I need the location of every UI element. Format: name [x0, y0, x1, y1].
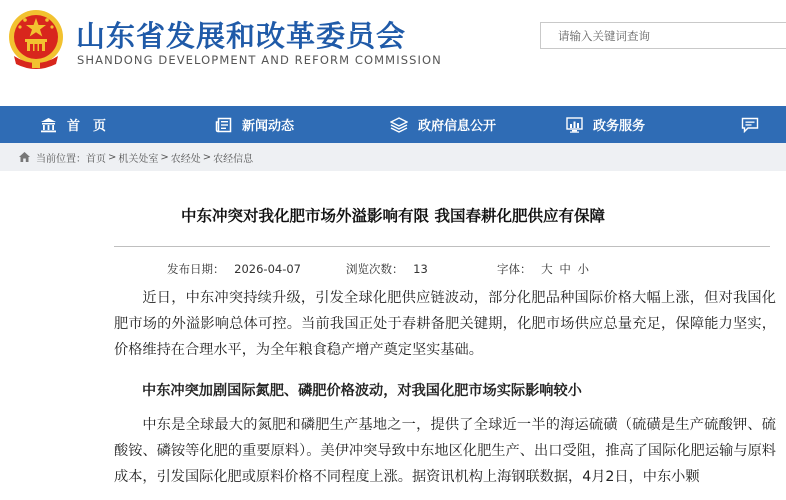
nav-label-home: 首 页	[67, 119, 107, 134]
view-count-value: 13	[413, 262, 428, 276]
search-input[interactable]	[541, 23, 786, 48]
breadcrumb	[18, 143, 253, 171]
search-box[interactable]	[540, 22, 786, 49]
title-divider	[114, 246, 770, 247]
breadcrumb-link-home[interactable]: 首页	[86, 153, 106, 165]
home-icon	[18, 151, 31, 163]
font-size-small-button[interactable]: 小	[577, 262, 589, 276]
article-paragraph: 中东是全球最大的氮肥和磷肥生产基地之一，提供了全球近一半的海运硫磺（硫磺是生产硫酸钾、硫酸铵、磷铵等化肥的重要原料）。美伊冲突导致中东地区化肥生产、出口受阻，推高了国际化肥运输与原料成本，引发国际化肥或原料价格不同程度上涨。据资讯机构上海钢联数据，4月2日，中东小颗	[114, 417, 776, 485]
nav-item-services[interactable]	[566, 106, 645, 143]
view-count-label: 浏览次数：	[346, 262, 404, 276]
font-size-control	[497, 261, 589, 277]
breadcrumb-separator: >	[160, 151, 169, 163]
font-size-label: 字体：	[497, 262, 532, 276]
breadcrumb-link-agri-info[interactable]: 农经信息	[213, 153, 254, 165]
publish-date-label: 发布日期：	[167, 262, 225, 276]
building-icon	[40, 117, 57, 133]
font-size-medium-button[interactable]: 中	[559, 262, 571, 276]
breadcrumb-prefix: 当前位置：	[36, 153, 86, 165]
nav-label-news: 新闻动态	[242, 119, 295, 134]
site-title: 山东省发展和改革委员会	[76, 19, 407, 53]
nav-label-services: 政务服务	[593, 119, 646, 134]
article-title: 中东冲突对我化肥市场外溢影响有限 我国春耕化肥供应有保障	[181, 207, 605, 225]
article-paragraph: 近日，中东冲突持续升级，引发全球化肥供应链波动，部分化肥品种国际价格大幅上涨，但对我国化肥市场的外溢影响总体可控。当前我国正处于春耕备肥关键期，化肥市场供应总量充足，保障能力坚实，价格维持在合理水平，为全年粮食稳产增产奠定坚实基础。	[114, 290, 776, 358]
main-nav	[0, 106, 786, 143]
font-size-large-button[interactable]: 大	[541, 262, 553, 276]
message-icon	[741, 117, 759, 133]
layers-icon	[390, 117, 408, 133]
site-subtitle: SHANDONG DEVELOPMENT AND REFORM COMMISSION	[77, 53, 442, 67]
publish-date	[167, 261, 301, 277]
publish-date-value: 2026-04-07	[234, 262, 301, 276]
national-emblem-icon[interactable]	[6, 8, 66, 70]
breadcrumb-link-agri-econ[interactable]: 农经处	[170, 153, 201, 165]
nav-item-home[interactable]	[40, 106, 106, 143]
breadcrumb-bar	[0, 143, 786, 171]
nav-item-gov-info[interactable]	[390, 106, 496, 143]
chart-icon	[566, 117, 583, 133]
site-header	[0, 0, 786, 106]
breadcrumb-separator: >	[108, 151, 117, 163]
breadcrumb-link-departments[interactable]: 机关处室	[118, 153, 159, 165]
breadcrumb-separator: >	[202, 151, 212, 163]
nav-item-news[interactable]	[215, 106, 294, 143]
nav-label-gov-info: 政府信息公开	[418, 119, 497, 134]
article-subheading: 中东冲突加剧国际氮肥、磷肥价格波动，对我国化肥市场实际影响较小	[142, 383, 582, 399]
view-count	[346, 261, 428, 277]
news-icon	[215, 117, 232, 133]
nav-item-message[interactable]	[741, 106, 769, 143]
